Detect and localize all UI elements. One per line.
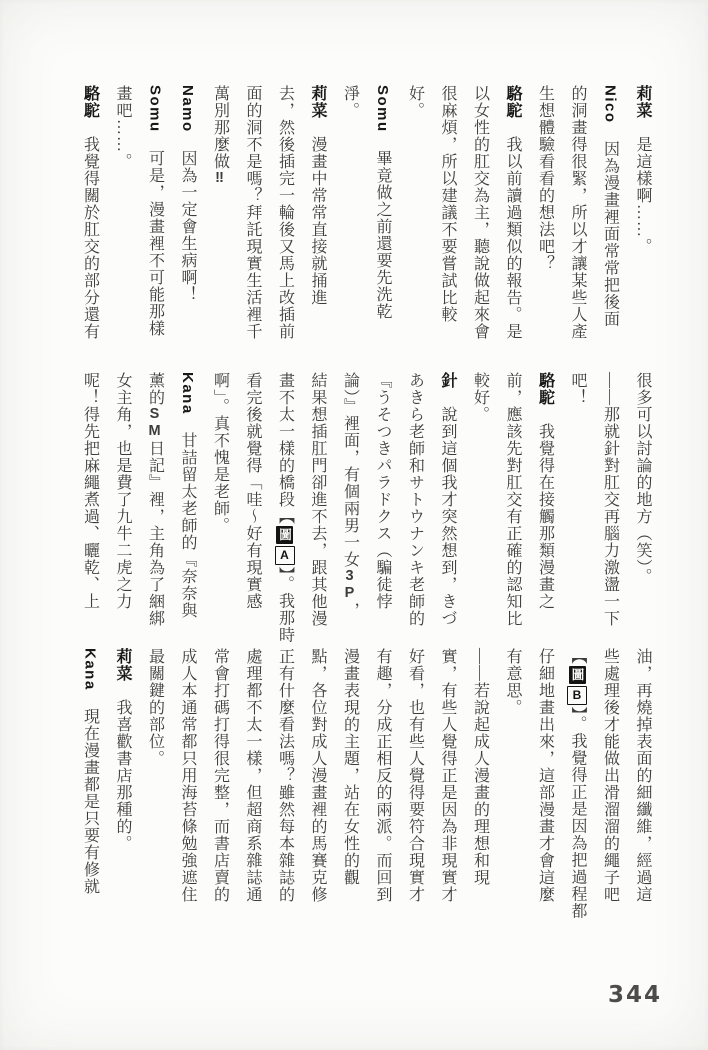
text-run: 因為漫畫裡面常常把後面 (601, 123, 619, 328)
text-run: 啊」。真不愧是老師。 (211, 372, 229, 534)
text-run: 好看，也有些人覺得要符合現實才 (406, 648, 424, 903)
text-run: ——若說起成人漫畫的理想和現 (471, 648, 489, 886)
text-run: 常會打碼打得很完整，而書店賣的 (211, 648, 229, 903)
text-column (626, 85, 659, 349)
text-run: 我喜歡書店那種的。 (114, 682, 131, 852)
text-run: 吧！ (569, 372, 586, 406)
text-column (171, 648, 204, 906)
text-run: SM (146, 406, 163, 440)
text-run: 面的洞不是嗎？拜託現實生活裡千 (244, 85, 261, 340)
text-column (593, 372, 626, 630)
text-run: 有趣，分成正相反的兩派。而回到 (374, 648, 391, 903)
text-band-3 (73, 648, 658, 920)
text-column (203, 648, 236, 906)
text-column (333, 372, 366, 630)
text-run: 】。我那時 (276, 566, 294, 644)
text-run: 日記』裡，主角為了綑綁 (146, 440, 164, 627)
text-band-1 (73, 85, 658, 349)
text-column (431, 85, 464, 349)
text-run: 較好。 (471, 372, 489, 423)
speaker-label: 駱駝 (81, 85, 99, 119)
text-column (171, 85, 204, 349)
text-column (106, 372, 139, 630)
figure-reference: 圖 (277, 528, 292, 542)
text-column (561, 85, 594, 349)
text-run: 女主角，也是費了九牛二虎之力 (114, 372, 131, 610)
figure-reference: B (567, 686, 587, 705)
text-column (528, 85, 561, 349)
text-column (301, 85, 334, 349)
text-run: 油，再燒掉表面的細纖維，經過這 (634, 648, 651, 903)
text-run: 的洞畫得很緊，所以才讓某些人產 (569, 85, 586, 340)
text-run: 正有什麼看法嗎？雖然每本雜誌的 (276, 648, 294, 903)
text-column (138, 372, 171, 630)
speaker-label: Somu (374, 85, 391, 133)
speaker-label: 莉菜 (114, 648, 131, 682)
text-run: 薰的 (146, 372, 164, 406)
text-column (333, 85, 366, 349)
text-column (398, 372, 431, 630)
text-run: 3P (341, 568, 358, 602)
text-run: 仔細地畫出來，這部漫畫才會這麼 (536, 648, 554, 903)
text-column (73, 372, 106, 630)
text-column (268, 85, 301, 349)
text-column (431, 648, 464, 906)
text-run: 生想體驗看看的想法吧？ (536, 85, 554, 272)
text-run: 以女性的肛交為主，聽說做起來會 (471, 85, 489, 340)
text-column (138, 85, 171, 349)
text-column (496, 85, 529, 349)
text-column (301, 648, 334, 906)
text-run: 很多可以討論的地方（笑）。 (634, 372, 651, 585)
speaker-label: 莉菜 (634, 85, 651, 119)
text-run: 我以前讀過類似的報告。是 (504, 119, 521, 340)
text-column (236, 372, 269, 630)
text-column (268, 372, 301, 644)
text-column (366, 85, 399, 349)
text-column (366, 648, 399, 906)
text-run: 現在漫畫都是只要有修就 (81, 690, 99, 895)
text-column (73, 648, 106, 906)
text-run: ‼ (211, 170, 228, 187)
text-column (236, 85, 269, 349)
text-run: 論）』裡面，有個兩男一女 (341, 372, 359, 568)
speaker-label: Kana (179, 372, 196, 415)
text-run: 漫畫中常常直接就捅進 (309, 119, 326, 306)
text-run: 畫吧……。 (114, 85, 131, 170)
figure-reference: A (275, 546, 295, 565)
text-band-2 (73, 372, 658, 644)
text-column (171, 372, 204, 630)
text-column (561, 372, 594, 630)
speaker-label: Namo (179, 85, 196, 133)
text-column (528, 372, 561, 630)
text-run: 萬別那麼做 (211, 85, 229, 170)
text-run: 處理都不太一樣，但超商系雜誌通 (244, 648, 261, 903)
text-run: 可是，漫畫裡不可能那樣 (146, 132, 164, 337)
text-column (203, 85, 236, 349)
text-run: 最關鍵的部位。 (146, 648, 164, 767)
text-run: 前，應該先對肛交有正確的認知比 (504, 372, 521, 627)
text-run: 好。 (406, 85, 424, 119)
speaker-label: 駱駝 (504, 85, 521, 119)
text-run: 說到這個我才突然想到，きづ (439, 389, 456, 627)
page-number: 344 (608, 982, 663, 1008)
text-column (236, 648, 269, 906)
text-run: 很麻煩，所以建議不要嘗試比較 (439, 85, 456, 323)
text-run: 些處理後才能做出滑溜溜的繩子吧 (601, 648, 619, 903)
text-run: 畢竟做之前還要先洗乾 (374, 132, 391, 320)
text-column (463, 85, 496, 349)
text-run: 看完後就覺得「哇～好有現實感 (244, 372, 261, 610)
text-run: 結果想插肛門卻進不去，跟其他漫 (309, 372, 326, 627)
text-run: 成人本通常都只用海苔條勉強遮住 (179, 648, 196, 903)
text-column (398, 648, 431, 906)
text-column (106, 648, 139, 906)
text-run: 因為一定會生病啊！ (179, 132, 196, 303)
text-run: 『うそつきパラドクス（騙徒悖 (374, 372, 391, 610)
text-run: あきら老師和サトウナンキ老師的 (406, 372, 424, 627)
speaker-label: Kana (81, 648, 99, 691)
figure-reference: 圖 (570, 668, 584, 682)
text-run: 我覺得在接觸那類漫畫之 (536, 406, 554, 610)
text-run: 【 (569, 648, 586, 665)
text-column (528, 648, 561, 906)
text-column (138, 648, 171, 906)
text-column (203, 372, 236, 630)
text-column (463, 648, 496, 906)
text-run: ， (341, 602, 359, 619)
text-column (431, 372, 464, 630)
text-run: 點，各位對成人漫畫裡的馬賽克修 (309, 648, 326, 903)
text-column (626, 648, 659, 906)
text-column (398, 85, 431, 349)
speaker-label: 莉菜 (309, 85, 326, 119)
text-run: 我覺得關於肛交的部分還有 (81, 119, 99, 340)
text-column (301, 372, 334, 630)
text-run: 呢！得先把麻繩煮過、曬乾、上 (81, 372, 99, 610)
text-run: 是這樣啊……。 (634, 119, 651, 255)
speaker-label: Somu (146, 85, 164, 133)
text-column (268, 648, 301, 906)
text-run: 】。我覺得正是因為把過程都 (569, 706, 586, 920)
text-column (593, 648, 626, 906)
text-run: 甘詰留太老師的『奈奈與 (179, 414, 196, 619)
text-run: 實，有些人覺得正是因為非現實才 (439, 648, 456, 903)
text-run: 有意思。 (504, 648, 521, 716)
text-column (366, 372, 399, 630)
speaker-label: Nico (601, 85, 619, 124)
text-column (333, 648, 366, 906)
text-column (496, 648, 529, 906)
text-column (561, 648, 594, 920)
text-run: 淨。 (341, 85, 359, 119)
text-column (106, 85, 139, 349)
text-column (593, 85, 626, 349)
text-run: 去，然後插完一輪後又馬上改插前 (276, 85, 294, 340)
speaker-label: 駱駝 (536, 372, 554, 406)
text-run: ——那就針對肛交再腦力激盪一下 (601, 372, 619, 627)
text-run: 漫畫表現的主題，站在女性的觀 (341, 648, 359, 886)
text-column (626, 372, 659, 630)
text-column (496, 372, 529, 630)
text-run: 畫不太一樣的橋段【 (276, 372, 294, 525)
text-column (463, 372, 496, 630)
text-column (73, 85, 106, 349)
speaker-label: 針 (439, 372, 456, 389)
